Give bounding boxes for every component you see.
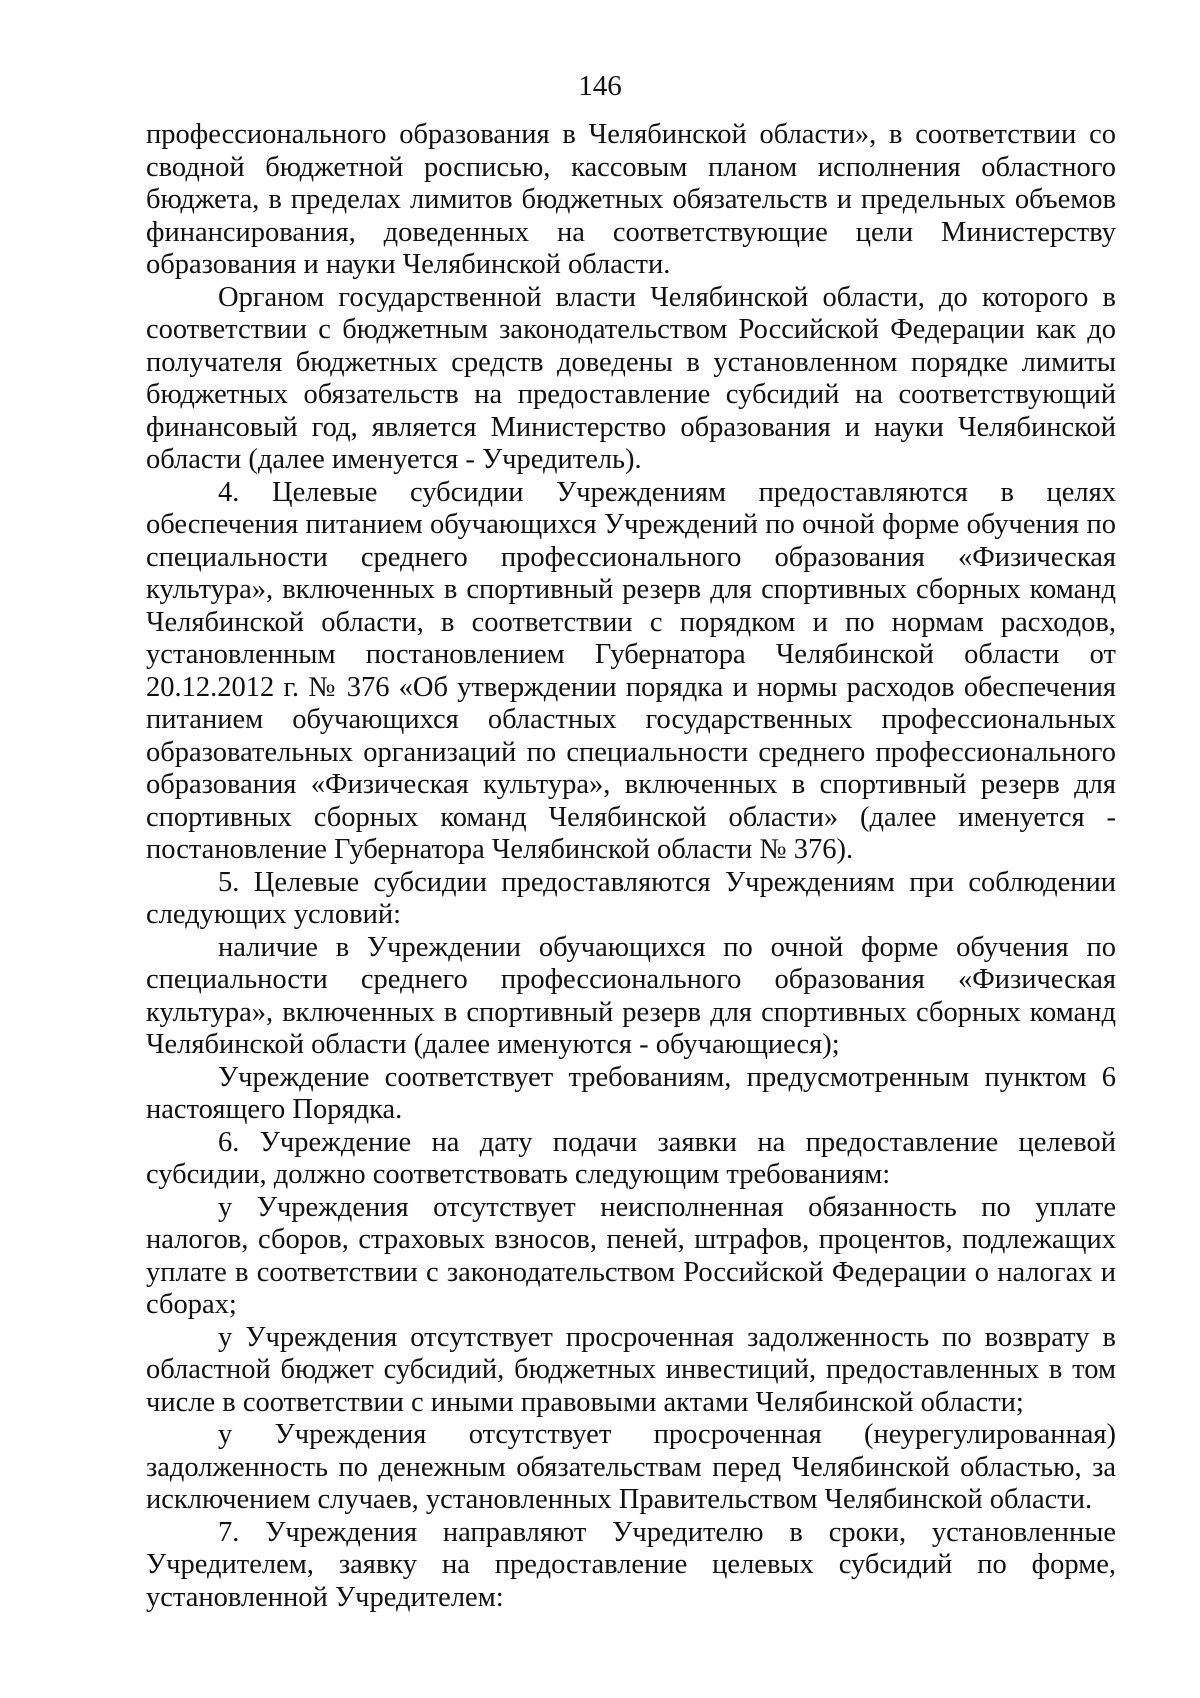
paragraph-condition-students: наличие в Учреждении обучающихся по очной форме обучения по специальности среднего профессионального образования «Физическая культура», включенных в спортивный резерв для спортивных сборных команд Челябинской области (далее именуются - обучающиеся); — [146, 931, 1116, 1060]
paragraph-clause-4: 4. Целевые субсидии Учреждениям предоставляются в целях обеспечения питанием обучающихся Учреждений по очной форме обучения по специальности среднего профессионального образования «Физическая культура», включенных в спортивный резерв для спортивных сборных команд Челябинской области, в соответствии с порядком и по нормам расходов, установленным постановлением Губернатора Челябинской области от 20.12.2012 г. № 376 «Об утверждении порядка и нормы расходов обеспечения питанием обучающихся областных государственных профессиональных образовательных организаций по специальности среднего профессионального образования «Физическая культура», включенных в спортивный резерв для спортивных сборных команд Челябинской области» (далее именуется - постановление Губернатора Челябинской области № 376). — [146, 476, 1116, 865]
paragraph-continuation: профессионального образования в Челябинской области», в соответствии со сводной бюджетной росписью, кассовым планом исполнения областного бюджета, в пределах лимитов бюджетных обязательств и предельных объемов финансирования, доведенных на соответствующие цели Министерству образования и науки Челябинской области. — [146, 119, 1116, 280]
paragraph-requirement-taxes: у Учреждения отсутствует неисполненная обязанность по уплате налогов, сборов, страховых взносов, пеней, штрафов, процентов, подлежащих уплате в соответствии с законодательством Российской Федерации о налогах и сборах; — [146, 1191, 1116, 1320]
page-number: 146 — [578, 70, 622, 102]
paragraph-condition-requirements: Учреждение соответствует требованиям, предусмотренным пунктом 6 настоящего Порядка. — [146, 1061, 1116, 1125]
document-body — [146, 119, 1116, 1614]
paragraph-requirement-monetary-debt: у Учреждения отсутствует просроченная (неурегулированная) задолженность по денежным обязательствам перед Челябинской областью, за исключением случаев, установленных Правительством Челябинской области. — [146, 1419, 1116, 1515]
paragraph-clause-6: 6. Учреждение на дату подачи заявки на предоставление целевой субсидии, должно соответствовать следующим требованиям: — [146, 1126, 1116, 1190]
paragraph-clause-7: 7. Учреждения направляют Учредителю в сроки, установленные Учредителем, заявку на предоставление целевых субсидий по форме, установленной Учредителем: — [146, 1516, 1116, 1613]
paragraph-founder-definition: Органом государственной власти Челябинской области, до которого в соответствии с бюджетным законодательством Российской Федерации как до получателя бюджетных средств доведены в установленном порядке лимиты бюджетных обязательств на предоставление субсидий на соответствующий финансовый год, является Министерство образования и науки Челябинской области (далее именуется - Учредитель). — [146, 281, 1116, 475]
paragraph-clause-5: 5. Целевые субсидии предоставляются Учреждениям при соблюдении следующих условий: — [146, 866, 1116, 930]
paragraph-requirement-subsidy-debt: у Учреждения отсутствует просроченная задолженность по возврату в областной бюджет субсидий, бюджетных инвестиций, предоставленных в том числе в соответствии с иными правовыми актами Челябинской области; — [146, 1321, 1116, 1418]
